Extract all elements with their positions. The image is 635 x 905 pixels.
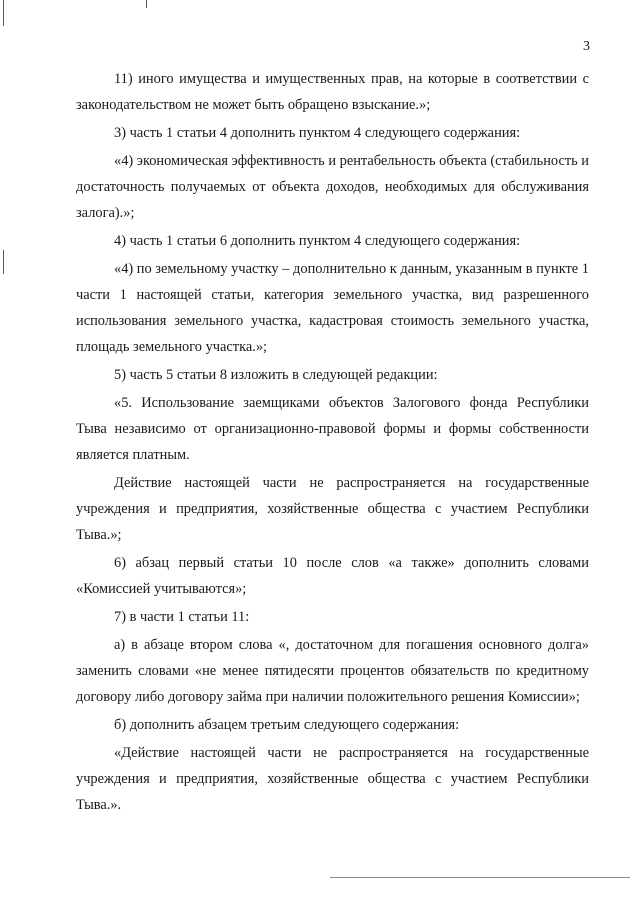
paragraph: Действие настоящей части не распространяется на государственные учреждения и предприятия, хозяйственные общества с участием Республики Тыва.»; — [76, 475, 589, 543]
paragraph: а) в абзаце втором слова «, достаточном для погашения основного долга» заменить словами «не менее пятидесяти процентов обязательств по кредитному договору либо договору займа при наличии положительного решения Комиссии»; — [76, 637, 589, 705]
paragraph: 7) в части 1 статьи 11: — [114, 609, 250, 625]
document-body — [76, 66, 589, 818]
paragraph: «4) по земельному участку – дополнительно к данным, указанным в пункте 1 части 1 настоящей статьи, категория земельного участка, вид разрешенного использования земельного участка, кадастровая стоимость земельного участка, площадь земельного участка.»; — [76, 261, 589, 355]
paragraph: «Действие настоящей части не распространяется на государственные учреждения и предприятия, хозяйственные общества с участием Республики Тыва.». — [76, 745, 589, 813]
paragraph: 5) часть 5 статьи 8 изложить в следующей редакции: — [114, 367, 438, 383]
paragraph: 11) иного имущества и имущественных прав, на которые в соответствии с законодательством не может быть обращено взыскание.»; — [76, 71, 589, 113]
paragraph: б) дополнить абзацем третьим следующего содержания: — [114, 717, 460, 733]
paragraph: 6) абзац первый статьи 10 после слов «а также» дополнить словами «Комиссией учитываются»; — [76, 555, 589, 597]
page-number: 3 — [583, 39, 590, 54]
scan-edge-left — [3, 0, 4, 26]
scan-edge-left-lower — [3, 250, 4, 274]
paragraph: 3) часть 1 статьи 4 дополнить пунктом 4 следующего содержания: — [114, 125, 521, 141]
paragraph: 4) часть 1 статьи 6 дополнить пунктом 4 следующего содержания: — [114, 233, 521, 249]
scan-mark-top — [146, 0, 147, 8]
paragraph: «5. Использование заемщиками объектов Залогового фонда Республики Тыва независимо от организационно-правовой формы и формы собственности является платным. — [76, 395, 589, 463]
scan-edge-bottom — [330, 877, 630, 878]
paragraph: «4) экономическая эффективность и рентабельность объекта (стабильность и достаточность получаемых от объекта доходов, необходимых для обслуживания залога).»; — [76, 153, 589, 221]
